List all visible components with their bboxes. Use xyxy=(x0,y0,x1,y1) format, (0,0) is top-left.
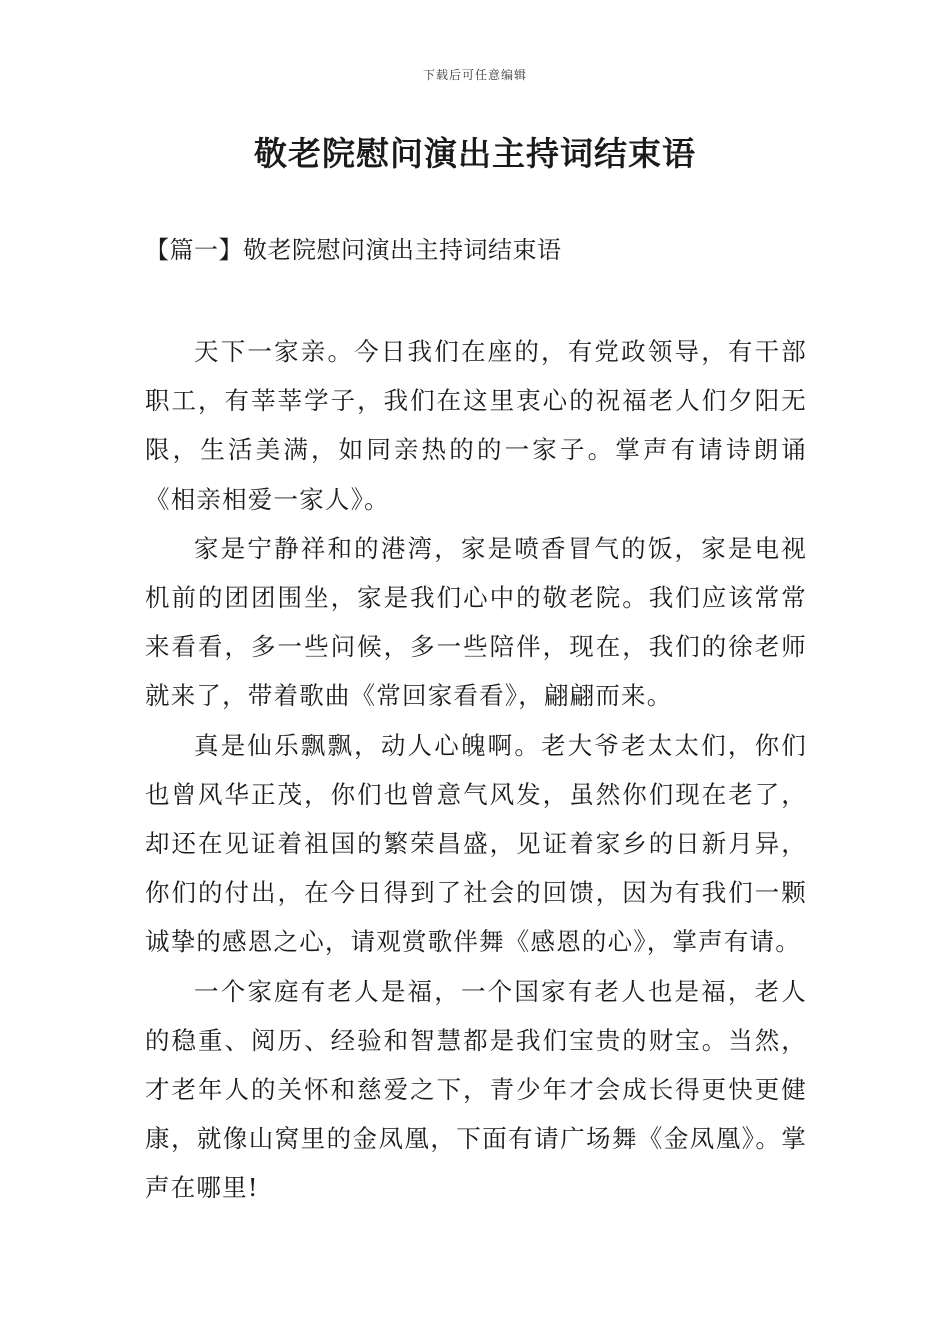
paragraph: 天下一家亲。今日我们在座的，有党政领导，有干部职工，有莘莘学子，我们在这里衷心的祝福老人们夕阳无限，生活美满，如同亲热的的一家子。掌声有请诗朗诵《相亲相爱一家人》。 xyxy=(145,337,807,514)
document-body xyxy=(145,327,807,1213)
paragraph: 家是宁静祥和的港湾，家是喷香冒气的饭，家是电视机前的团团围坐，家是我们心中的敬老院。我们应该常常来看看，多一些问候，多一些陪伴，现在，我们的徐老师就来了，带着歌曲《常回家看看》，翩翩而来。 xyxy=(145,533,807,711)
paragraph: 一个家庭有老人是福，一个国家有老人也是福，老人的稳重、阅历、经验和智慧都是我们宝贵的财宝。当然，才老年人的关怀和慈爱之下，青少年才会成长得更快更健康，就像山窝里的金凤凰，下面有请广场舞《金凤凰》。掌声在哪里! xyxy=(145,976,807,1203)
header-note: 下载后可任意编辑 xyxy=(422,68,527,82)
paragraph: 真是仙乐飘飘，动人心魄啊。老大爷老太太们，你们也曾风华正茂，你们也曾意气风发，虽然你们现在老了，却还在见证着祖国的繁荣昌盛，见证着家乡的日新月异，你们的付出，在今日得到了社会的回馈，因为有我们一颗诚挚的感恩之心，请观赏歌伴舞《感恩的心》，掌声有请。 xyxy=(145,730,807,957)
document-title: 敬老院慰问演出主持词结束语 xyxy=(254,134,696,173)
section-heading: 【篇一】敬老院慰问演出主持词结束语 xyxy=(145,236,562,264)
